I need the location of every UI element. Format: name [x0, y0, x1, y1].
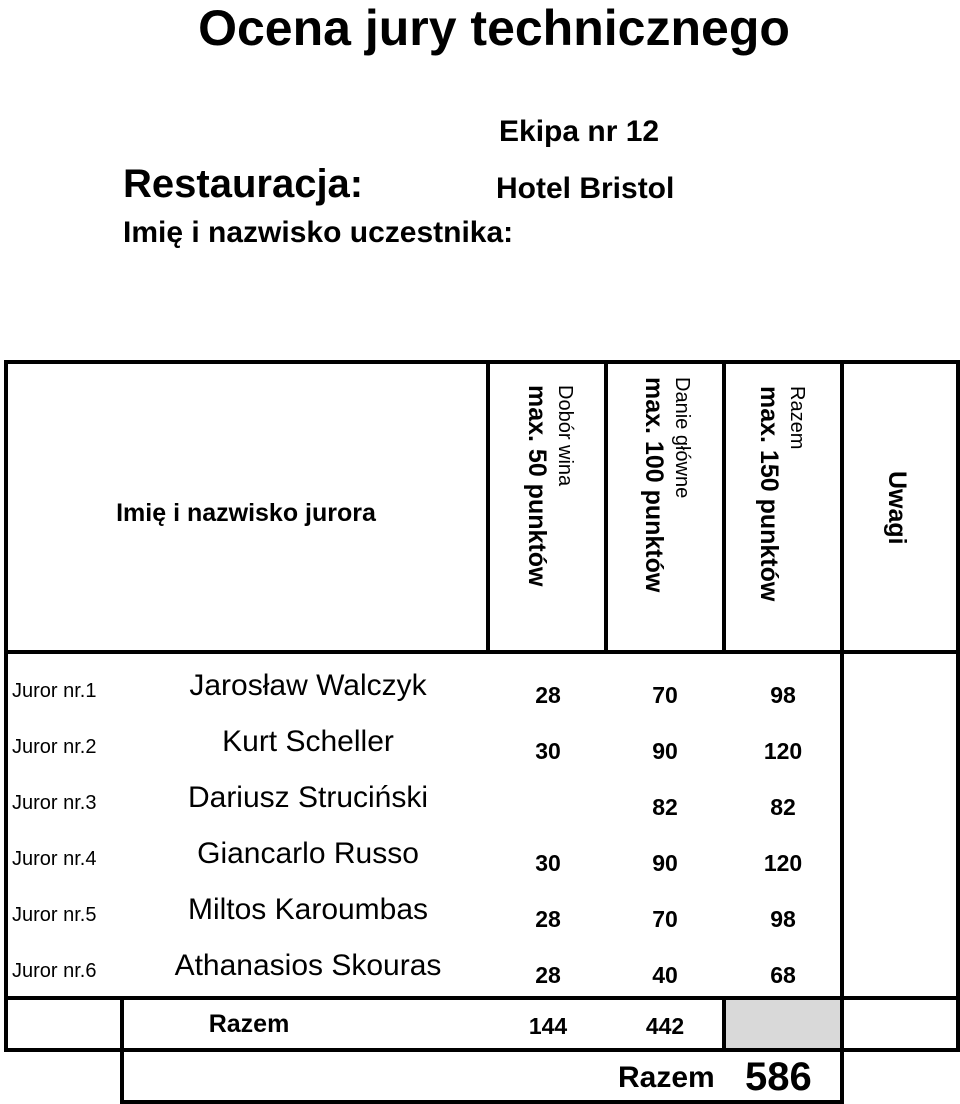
- score-wine: 28: [535, 682, 561, 708]
- score-main-dish: 70: [652, 682, 678, 708]
- column-header-main-dish: [639, 377, 695, 592]
- score-wine: 30: [535, 850, 561, 876]
- score-main-dish: 90: [652, 738, 678, 764]
- total-razem-shaded-cell: [724, 1000, 842, 1048]
- grand-total-label: Razem: [618, 1061, 715, 1094]
- juror-name: Kurt Scheller: [222, 725, 394, 758]
- score-wine: 30: [535, 738, 561, 764]
- juror-name: Athanasios Skouras: [174, 949, 442, 982]
- restaurant-label: Restauracja:: [123, 162, 364, 206]
- column-header-juror-name: Imię i nazwisko jurora: [116, 499, 376, 527]
- score-total: 82: [770, 794, 796, 820]
- column-header-main-dish-max: max. 100 punktów: [640, 377, 668, 593]
- total-main-dish: 442: [645, 1013, 685, 1039]
- juror-number: Juror nr.5: [12, 904, 97, 926]
- juror-number: Juror nr.6: [12, 960, 97, 982]
- column-header-wine-max: max. 50 punktów: [523, 385, 551, 587]
- score-main-dish: 90: [652, 850, 678, 876]
- totals-row-label: Razem: [208, 1010, 290, 1038]
- juror-number: Juror nr.3: [12, 792, 97, 814]
- column-header-wine: [522, 385, 578, 586]
- score-total: 98: [770, 682, 796, 708]
- column-header-total-max: max. 150 punktów: [755, 386, 783, 602]
- column-header-notes: Uwagi: [883, 471, 911, 545]
- score-wine: 28: [535, 962, 561, 988]
- juror-name: Giancarlo Russo: [197, 837, 419, 870]
- juror-name: Jarosław Walczyk: [189, 669, 427, 702]
- score-total: 120: [763, 850, 803, 876]
- column-header-main-dish-label: Danie główne: [671, 377, 693, 499]
- score-main-dish: 40: [652, 962, 678, 988]
- participant-name-label: Imię i nazwisko uczestnika:: [123, 216, 514, 249]
- column-header-total: [754, 386, 810, 601]
- score-main-dish: 82: [652, 794, 678, 820]
- column-header-total-label: Razem: [786, 386, 808, 450]
- column-header-wine-label: Dobór wina: [554, 385, 576, 487]
- grand-total-value: 586: [745, 1055, 812, 1099]
- juror-number: Juror nr.4: [12, 848, 97, 870]
- score-wine: 28: [535, 906, 561, 932]
- juror-name: Miltos Karoumbas: [187, 893, 429, 926]
- team-number: Ekipa nr 12: [499, 115, 660, 148]
- score-total: 120: [763, 738, 803, 764]
- juror-number: Juror nr.2: [12, 736, 97, 758]
- page-title: Ocena jury technicznego: [198, 0, 790, 56]
- score-main-dish: 70: [652, 906, 678, 932]
- juror-number: Juror nr.1: [12, 680, 97, 702]
- score-total: 68: [770, 962, 796, 988]
- restaurant-name: Hotel Bristol: [496, 172, 675, 205]
- score-total: 98: [770, 906, 796, 932]
- total-wine: 144: [528, 1013, 568, 1039]
- juror-name: Dariusz Struciński: [187, 781, 429, 814]
